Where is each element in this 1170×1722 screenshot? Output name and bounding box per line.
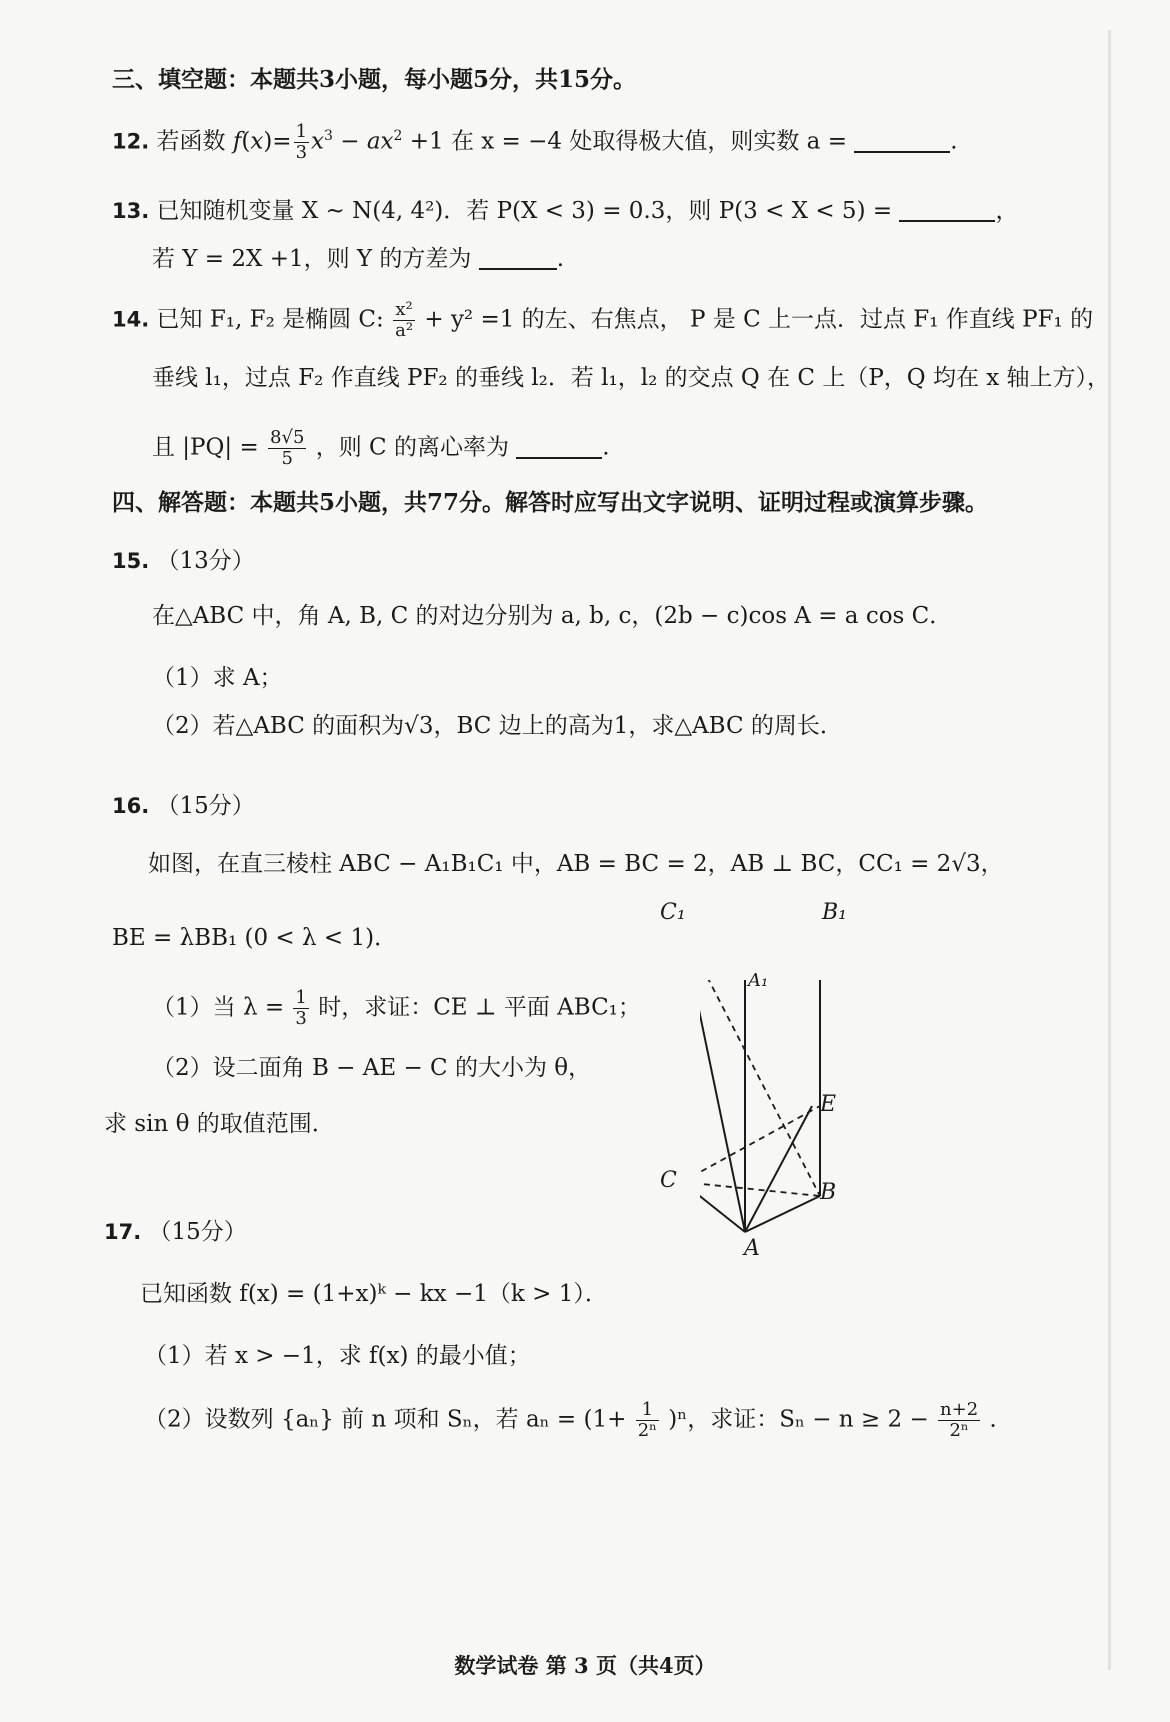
fraction-1-over-2n: $\frac{1}{\text{2ⁿ}}$	[637, 1399, 657, 1441]
page-edge	[1108, 30, 1111, 1670]
question-14-line2: 垂线 l₁，过点 F₂ 作直线 PF₂ 的垂线 l₂．若 l₁，l₂ 的交点 Q 在 C 上（P，Q 均在 x 轴上方），	[152, 365, 1111, 391]
section-4-title: 四、解答题：本题共5小题，共77分。解答时应写出文字说明、证明过程或演算步骤。	[112, 489, 989, 516]
q12-pre: 若函数	[156, 128, 226, 155]
question-17-header	[104, 1216, 247, 1248]
q17-part2	[144, 1400, 1012, 1441]
q16-part1-pre: （1）当 λ =	[152, 994, 285, 1021]
segment-a-e	[745, 1106, 812, 1232]
q14-line1-post: + y² =1 的左、右焦点， P 是 C 上一点．过点 F₁ 作直线 PF₁ 的	[424, 306, 1094, 333]
question-number: 15.	[112, 549, 150, 573]
q17-part2-pre: （2）设数列 {aₙ} 前 n 项和 Sₙ，若 aₙ = (1+	[144, 1406, 627, 1433]
q14-line3-pre: 且 |PQ| =	[152, 434, 259, 461]
question-14-line3: 且 |PQ| = $\frac{8√5}{5}$ ，则 C 的离心率为 .	[152, 427, 610, 469]
question-13-line1: 13. 已知随机变量 X ~ N(4, 4²)．若 P(X < 3) = 0.3，则 P(3 < X < 5) = ，	[112, 198, 1019, 224]
q16-vector-condition: BE = λBB₁ (0 < λ < 1)．	[112, 925, 398, 951]
label-e: E	[820, 1092, 837, 1117]
label-a: A	[744, 1236, 760, 1261]
q13-line2: 若 Y = 2X +1，则 Y 的方差为	[152, 246, 472, 272]
q15-part1: （1）求 A；	[152, 665, 283, 691]
fraction-8root5-5: $\frac{8√5}{5}$	[270, 427, 305, 469]
label-a1: A₁	[748, 970, 769, 991]
q16-part2: （2）设二面角 B − AE − C 的大小为 θ，	[152, 1055, 592, 1081]
question-number: 14.	[112, 307, 150, 332]
q16-part2-cont: 求 sin θ 的取值范围．	[104, 1111, 335, 1137]
q14-line1-pre: 已知 F₁, F₂ 是椭圆 C:	[156, 306, 384, 333]
q17-part2-mid: )ⁿ，求证：Sₙ − n ≥ 2 −	[668, 1406, 929, 1433]
label-c1: C₁	[660, 900, 686, 925]
fraction-x2-a2: $\frac{\text{x²}}{\text{a²}}$	[395, 299, 414, 341]
question-number: 16.	[112, 794, 150, 818]
fraction-one-third: $\frac{1}{3}$	[295, 987, 307, 1029]
prism-figure	[700, 980, 880, 1270]
q14-line3-post: ，则 C 的离心率为	[315, 434, 509, 461]
q16-stem: 如图，在直三棱柱 ABC − A₁B₁C₁ 中，AB = BC = 2，AB ⊥ BC，CC₁ = 2√3，	[148, 851, 1004, 877]
section-3-title: 三、填空题：本题共3小题，每小题5分，共15分。	[112, 66, 637, 93]
answer-blank[interactable]	[899, 198, 995, 222]
label-c: C	[660, 1168, 677, 1193]
fraction-n2-over-2n: $\frac{n+2}{\text{2ⁿ}}$	[940, 1399, 979, 1441]
question-number: 12.	[112, 129, 150, 154]
question-14-line1	[112, 300, 1093, 341]
q17-stem: 已知函数 f(x) = (1+x)ᵏ − kx −1（k > 1）．	[140, 1281, 608, 1307]
edge-c-a	[700, 1182, 745, 1232]
q17-part1: （1）若 x > −1，求 f(x) 的最小值；	[144, 1343, 531, 1369]
question-13-line2: 若 Y = 2X +1，则 Y 的方差为 .	[152, 246, 565, 272]
answer-blank[interactable]	[516, 435, 602, 459]
q16-part1	[152, 988, 641, 1029]
segment-c1-a	[700, 980, 745, 1232]
question-16-header	[112, 790, 255, 822]
answer-blank[interactable]	[854, 129, 950, 153]
question-number: 17.	[104, 1220, 142, 1244]
edge-a-b	[745, 1196, 820, 1232]
q15-part2: （2）若△ABC 的面积为√3，BC 边上的高为1，求△ABC 的周长．	[152, 713, 843, 739]
question-15-header	[112, 545, 255, 577]
fraction-one-third: $\frac{1}{3}$	[295, 121, 308, 164]
page-footer: 数学试卷 第 3 页（共4页）	[454, 1653, 716, 1678]
q16-part1-post: 时，求证：CE ⊥ 平面 ABC₁；	[318, 994, 641, 1021]
edge-c-b-hidden	[700, 1182, 820, 1196]
question-score: （15分）	[156, 793, 255, 819]
q15-stem: 在△ABC 中，角 A, B, C 的对边分别为 a, b, c，(2b − c)cos A = a cos C．	[152, 603, 953, 629]
q12-post: 在 x = −4 处取得极大值，则实数 a =	[450, 128, 847, 155]
answer-blank[interactable]	[479, 246, 557, 270]
question-12: 12. 若函数 f(x)= $\frac{1}{3}$ $x^3 - ax^2 +1$ 在 x = −4 处取得极大值，则实数 a = .	[112, 121, 958, 164]
question-number: 13.	[112, 199, 150, 223]
q17-part2-end: ．	[989, 1406, 1013, 1433]
label-b1: B₁	[822, 900, 847, 925]
question-score: （15分）	[148, 1219, 247, 1245]
label-b: B	[820, 1180, 837, 1205]
q13-line1: 已知随机变量 X ~ N(4, 4²)．若 P(X < 3) = 0.3，则 P(3 < X < 5) =	[156, 198, 893, 224]
segment-c1-b-hidden	[700, 980, 820, 1196]
question-score: （13分）	[156, 548, 255, 574]
segment-c-e-hidden	[700, 1106, 820, 1182]
